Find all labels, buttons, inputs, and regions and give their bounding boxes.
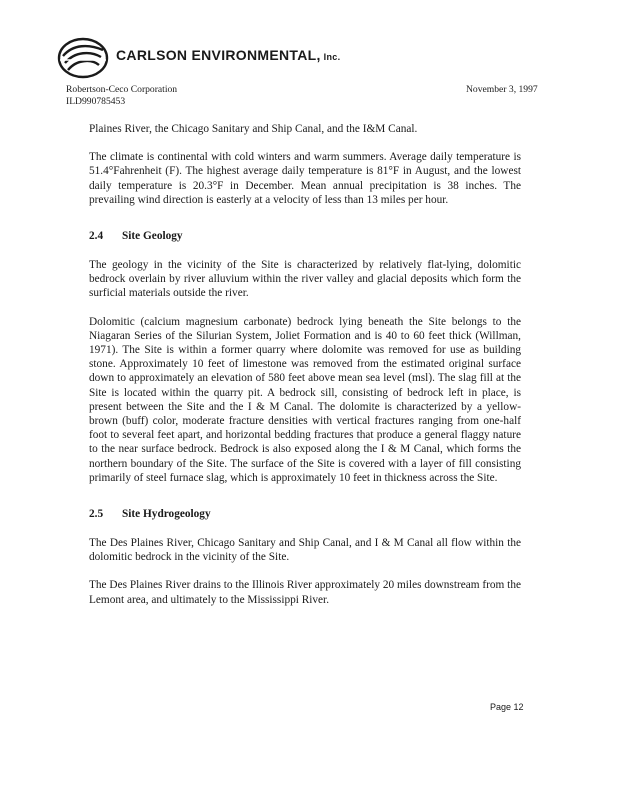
hydrogeology-paragraph: The Des Plaines River drains to the Illinois River approximately 20 miles downstream from the Lemont area, and ultimately to the Mississippi River. — [89, 579, 521, 606]
geology-paragraph: The geology in the vicinity of the Site is characterized by relatively flat-lying, dolomitic bedrock overlain by river alluvium within the river valley and glacial deposits which form the surficial materials outside the river. — [89, 259, 521, 300]
company-name-text: CARLSON ENVIRONMENTAL, — [116, 47, 321, 63]
section-number: 2.4 — [89, 230, 104, 243]
section-title: Site Hydrogeology — [122, 508, 211, 521]
document-date: November 3, 1997 — [466, 84, 538, 95]
site-id: ILD990785453 — [66, 96, 126, 107]
company-name — [116, 47, 340, 63]
section-heading-site-hydrogeology — [89, 507, 521, 521]
client-name: Robertson-Ceco Corporation — [66, 84, 178, 95]
section-number: 2.5 — [89, 508, 104, 521]
intro-paragraph: Plaines River, the Chicago Sanitary and Ship Canal, and the I&M Canal. — [89, 123, 418, 135]
company-logo-icon — [56, 36, 110, 80]
company-suffix: Inc. — [323, 52, 341, 62]
geology-paragraph: Dolomitic (calcium magnesium carbonate) bedrock lying beneath the Site belongs to the Niagaran Series of the Silurian System, Joliet Formation and is 40 to 60 feet thick (Willman, 1971). The Site is within a former quarry where dolomite was removed for use as building stone. Approximately 10 feet of limestone was removed from the estimated original surface down to approximately an elevation of 580 feet above mean sea level (msl). The slag fill at the Site is located within the quarry pit. A bedrock sill, consisting of bedrock left in place, is present between the Site and the I & M Canal. The dolomite is characterized by a yellow-brown (buff) color, moderate fracture densities with vertical fractures ranging from one-half foot to several feet apart, and horizontal bedding fractures that produce a general flaggy nature to the near surface bedrock. Bedrock is also exposed along the I & M Canal, which forms the northern boundary of the Site. The surface of the Site is covered with a layer of fill consisting primarily of steel furnace slag, which is approximately 10 feet in thickness across the Site. — [89, 315, 521, 484]
document-body — [89, 122, 521, 607]
section-title: Site Geology — [122, 230, 183, 243]
climate-paragraph: The climate is continental with cold winters and warm summers. Average daily temperature is 51.4°Fahrenheit (F). The highest average daily temperature is 81°F in August, and the lowest daily temperature is 20.3°F in December. Mean annual precipitation is 38 inches. The prevailing wind direction is easterly at a velocity of less than 13 miles per hour. — [89, 151, 521, 206]
company-logo — [56, 36, 110, 80]
section-heading-site-geology — [89, 229, 521, 243]
page-number: Page 12 — [490, 702, 524, 712]
document-meta — [66, 84, 177, 108]
hydrogeology-paragraph: The Des Plaines River, Chicago Sanitary and Ship Canal, and I & M Canal all flow within the dolomitic bedrock in the vicinity of the Site. — [89, 537, 521, 564]
